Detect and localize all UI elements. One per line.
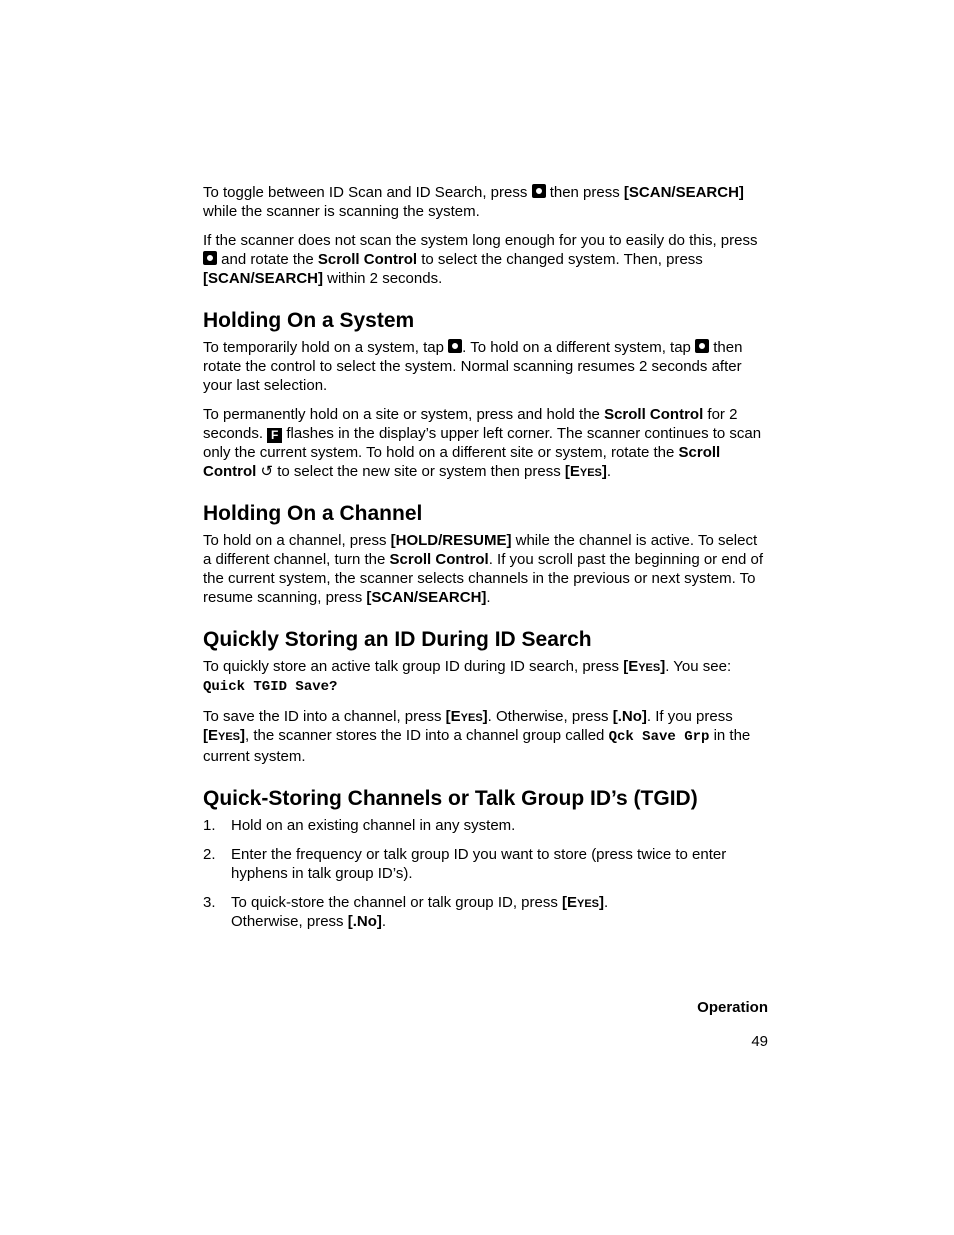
- paragraph-scan-long: If the scanner does not scan the system long enough for you to easily do this, press and rotate the Scroll Control to select the changed system. Then, press [SCAN/SEARCH] within 2 seconds.: [203, 232, 758, 287]
- paragraph-hold-system: To temporarily hold on a system, tap . To hold on a different system, tap then rotate the control to select the system. Normal scanning resumes 2 seconds after your last selection.: [203, 339, 743, 394]
- paragraph-toggle-scan: To toggle between ID Scan and ID Search, press then press [SCAN/SEARCH] while the scanner is scanning the system.: [203, 184, 744, 220]
- list-item: 3. To quick-store the channel or talk group ID, press [Eyes]. Otherwise, press [.No].: [203, 894, 609, 930]
- heading-quick-storing-channels: Quick-Storing Channels or Talk Group ID’s (TGID): [203, 787, 698, 810]
- heading-holding-system: Holding On a System: [203, 309, 415, 332]
- list-item: 2. Enter the frequency or talk group ID you want to store (press twice to enter hyphens in talk group ID’s).: [203, 846, 727, 882]
- page-body: [203, 183, 769, 941]
- function-key-icon: [532, 184, 546, 198]
- steps-list: [203, 816, 769, 931]
- heading-holding-channel: Holding On a Channel: [203, 502, 423, 525]
- paragraph-hold-channel: To hold on a channel, press [HOLD/RESUME] while the channel is active. To select a different channel, turn the Scroll Control. If you scroll past the beginning or end of the current system, the scanner selects channels in the previous or next system. To resume scanning, press [SCAN/SEARCH].: [203, 532, 764, 606]
- function-key-icon: [695, 339, 709, 353]
- heading-quickly-storing: Quickly Storing an ID During ID Search: [203, 628, 592, 651]
- page-number: 49: [751, 1033, 768, 1050]
- paragraph-quick-store: To quickly store an active talk group ID during ID search, press [Eyes]. You see: Quick TGID Save?: [203, 658, 732, 695]
- list-item: 1. Hold on an existing channel in any system.: [203, 817, 516, 834]
- paragraph-permanent-hold: To permanently hold on a site or system, press and hold the Scroll Control for 2 seconds. F flashes in the display’s upper left corner. The scanner continues to scan only the current system. To hold on a different site or system, rotate the Scroll Control ↺ to select the new site or system then press [Eyes].: [203, 406, 762, 480]
- paragraph-save-id: To save the ID into a channel, press [Eyes]. Otherwise, press [.No]. If you press [Eyes], the scanner stores the ID into a channel group called Qck Save Grp in the current system.: [203, 708, 751, 765]
- rotate-icon: ↺: [260, 463, 274, 480]
- function-key-icon: [203, 251, 217, 265]
- footer-section-name: Operation: [697, 999, 768, 1016]
- function-key-icon: [448, 339, 462, 353]
- display-text: Quick TGID Save?: [203, 679, 338, 695]
- f-flag-icon: F: [267, 428, 282, 443]
- display-text: Qck Save Grp: [608, 729, 710, 745]
